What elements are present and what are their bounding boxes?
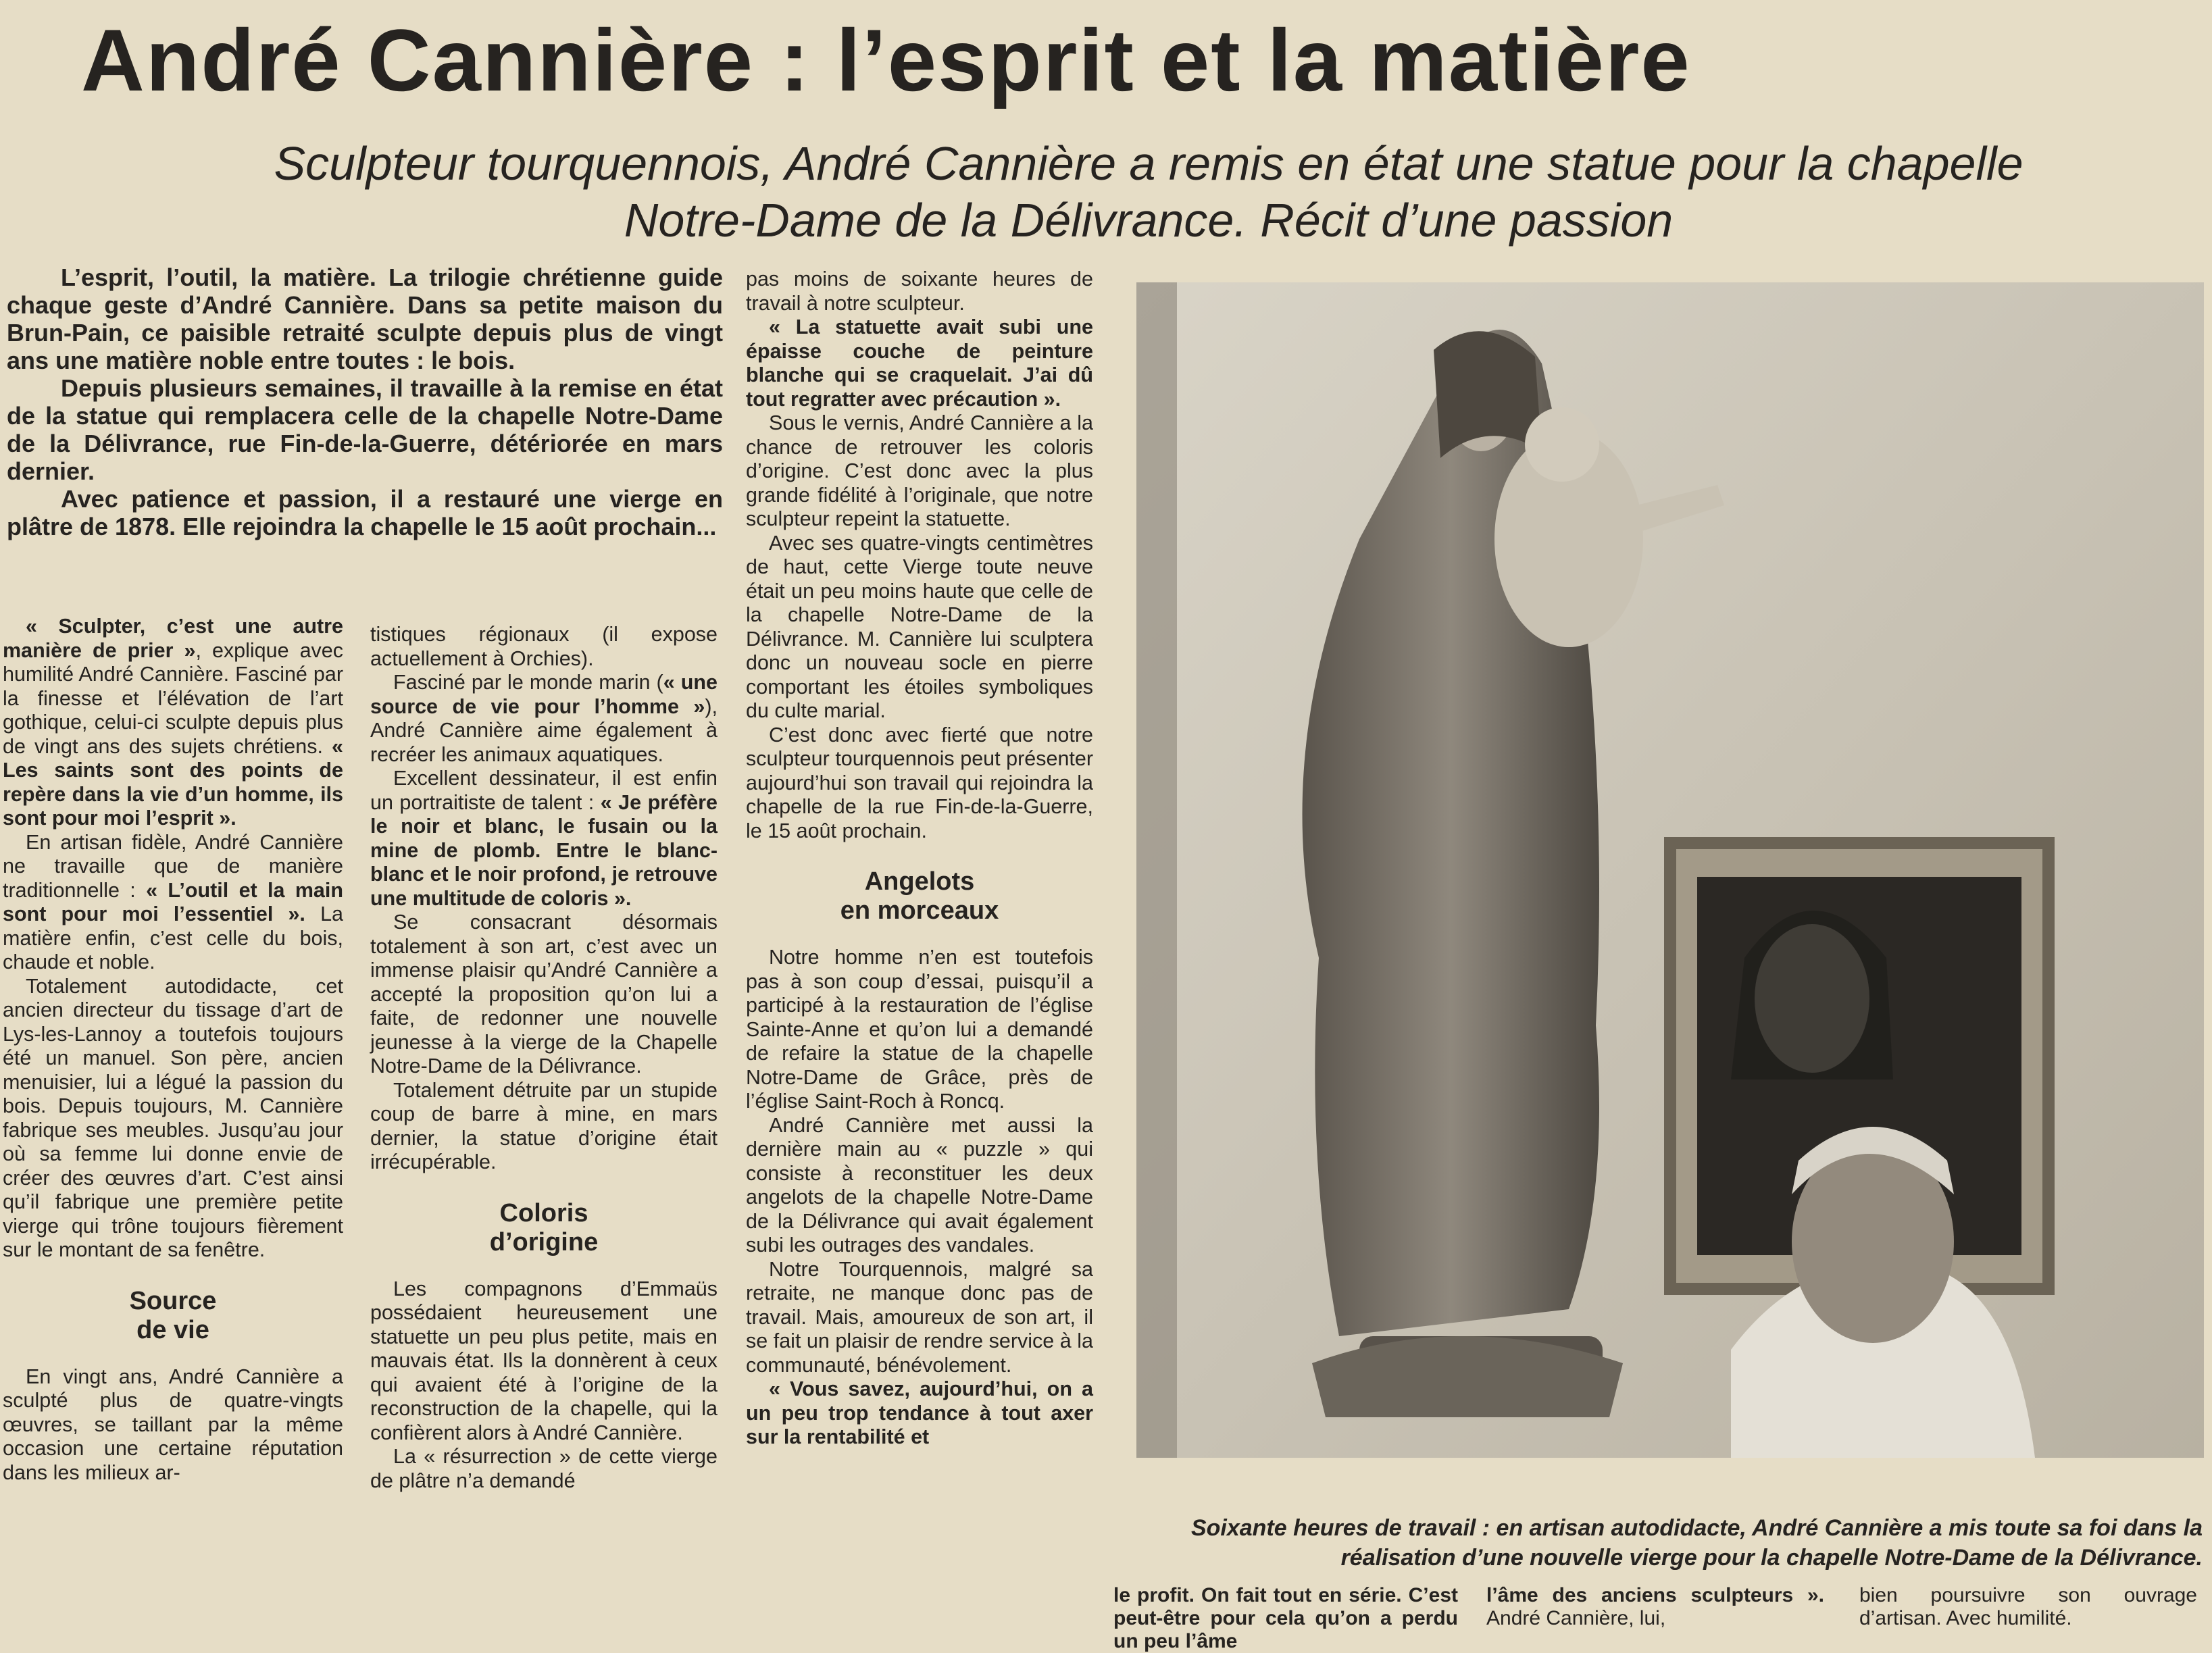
paragraph: C’est donc avec fierté que notre sculpteur tourquennois peut présenter aujourd’hui son travail qui rejoindra la chapelle de la rue Fin-de-la-Guerre, le 15 août prochain. <box>746 723 1093 842</box>
heading-line: d’origine <box>489 1227 599 1256</box>
text-run: En artisan fidèle, André Cannière ne travaille que de manière traditionnelle : <box>3 830 343 902</box>
heading-line: Source <box>129 1286 217 1315</box>
paragraph: Se consacrant désormais totalement à son art, c’est avec un immense plaisir qu’André Cannière a accepté la proposition qu’on lui a faite, de redonner une nouvelle jeunesse à la vierge de la Chapelle Notre-Dame de la Délivrance. <box>370 911 718 1077</box>
section-heading-source-de-vie <box>3 1287 343 1345</box>
lead-paragraph: Avec patience et passion, il a restauré une vierge en plâtre de 1878. Elle rejoindra la chapelle le 15 août prochain... <box>7 485 723 540</box>
photo-caption: Soixante heures de travail : en artisan autodidacte, André Cannière a mis toute sa foi dans la réalisation d’une nouvelle vierge pour la chapelle Notre-Dame de la Délivrance. <box>1190 1515 2203 1571</box>
subtitle: Sculpteur tourquennois, André Cannière a remis en état une statue pour la chapelle Notre-Dame de la Délivrance. Récit d’une passion <box>274 137 2024 247</box>
paragraph: En vingt ans, André Cannière a sculpté plus de quatre-vingts œuvres, se taillant par la même occasion une certaine réputation dans les milieux ar- <box>3 1365 343 1484</box>
heading-line: de vie <box>136 1315 209 1344</box>
quote: « Je préfère le noir et blanc, le fusain ou la mine de plomb. Entre le blanc-blanc et le noir profond, je retrouve une multitude de coloris ». <box>370 790 718 910</box>
paragraph: Sous le vernis, André Cannière a la chance de retrouver les coloris d’origine. C’est donc avec la plus grande fidélité à l’originale, que notre sculpteur repeint la statuette. <box>746 411 1093 530</box>
paragraph: Notre homme n’en est toutefois pas à son coup d’essai, puisqu’il a participé à la restauration de l’église Sainte-Anne et qu’on lui a demandé de refaire la statue de la chapelle Notre-Dame de Grâce, près de l’église Saint-Roch à Roncq. <box>746 946 1093 1113</box>
article-column-3 <box>746 268 1093 1450</box>
paragraph: pas moins de soixante heures de travail à notre sculpteur. <box>746 268 1093 315</box>
heading-line: Coloris <box>499 1198 588 1227</box>
heading-line: Angelots <box>864 867 975 896</box>
photo-illustration <box>1136 282 2204 1458</box>
paragraph <box>746 315 1093 411</box>
article-column-1 <box>3 615 343 1485</box>
lead-paragraph: Depuis plusieurs semaines, il travaille à la remise en état de la statue qui remplacera celle de la chapelle Notre-Dame de la Délivrance, rue Fin-de-la-Guerre, détériorée en mars dernier. <box>7 374 723 485</box>
quote: « Vous savez, aujourd’hui, on a un peu trop tendance à tout axer sur la rentabilité et <box>746 1377 1093 1448</box>
quote: « Sculpter, c’est une autre manière de prier » <box>3 615 343 662</box>
paragraph: La « résurrection » de cette vierge de plâtre n’a demandé <box>370 1445 718 1492</box>
paragraph: Notre Tourquennois, malgré sa retraite, ne manque donc pas de travail. Mais, amoureux de son art, il se fait un plaisir de rendre service à la communauté, bénévolement. <box>746 1257 1093 1377</box>
text-run: ), André Cannière aime également à recréer les animaux aquatiques. <box>370 694 718 766</box>
paragraph: tistiques régionaux (il expose actuellement à Orchies). <box>370 623 718 670</box>
paragraph: Avec ses quatre-vingts centimètres de haut, cette Vierge toute neuve était un peu moins haute que celle de la chapelle Notre-Dame de la Délivrance. M. Cannière lui sculptera donc un nouveau socle en pierre comportant les étoiles symboliques du culte marial. <box>746 531 1093 722</box>
paragraph: Totalement détruite par un stupide coup de barre à mine, en mars dernier, la statue d’origine était irrécupérable. <box>370 1078 718 1173</box>
bottom-column-3: bien poursuivre son ouvrage d’artisan. Avec humilité. <box>1859 1584 2197 1629</box>
lead-paragraph: L’esprit, l’outil, la matière. La trilogie chrétienne guide chaque geste d’André Cannière. Dans sa petite maison du Brun-Pain, ce paisible retraité sculpte depuis plus de vingt ans une matière noble entre toutes : le bois. <box>7 263 723 374</box>
headline: André Cannière : l’esprit et la matière <box>81 11 1691 109</box>
paragraph: André Cannière met aussi la dernière main au « puzzle » qui consiste à reconstituer les deux angelots de la chapelle Notre-Dame de la Délivrance qui avait également subi les outrages des vandales. <box>746 1113 1093 1256</box>
heading-line: en morceaux <box>840 896 999 925</box>
article-column-2 <box>370 623 718 1493</box>
quote: « Les saints sont des points de repère dans la vie d’un homme, ils sont pour moi l’esprit ». <box>3 734 343 830</box>
section-heading-coloris-d-origine <box>370 1199 718 1257</box>
article-photo <box>1136 282 2204 1458</box>
quote: « L’outil et la main sont pour moi l’essentiel ». <box>3 878 344 925</box>
bottom-column-1: le profit. On fait tout en série. C’est peut-être pour cela qu’on a perdu un peu l’âme <box>1113 1584 1458 1652</box>
quote: l’âme des anciens sculpteurs ». <box>1486 1584 1824 1606</box>
text-run: Excellent dessinateur, il est enfin un portraitiste de talent : <box>370 767 718 814</box>
lead-paragraphs <box>7 263 723 540</box>
text-run: La matière enfin, c’est celle du bois, chaude et noble. <box>3 902 343 973</box>
paragraph <box>370 767 718 911</box>
text-run: André Cannière, lui, <box>1486 1607 1666 1629</box>
quote: « La statuette avait subi une épaisse couche de peinture blanche qui se craquelait. J’ai dû tout regratter avec précaution ». <box>746 315 1093 411</box>
section-heading-angelots <box>746 867 1093 925</box>
text-run: Fasciné par le monde marin ( <box>393 671 663 694</box>
bottom-column-2 <box>1486 1584 1824 1630</box>
text-run: , explique avec humilité André Cannière. Fasciné par la finesse et l’élévation de l’art gothique, celui-ci sculpte depuis plus de vingt ans des sujets chrétiens. <box>3 638 344 758</box>
paragraph: Totalement autodidacte, cet ancien directeur du tissage d’art de Lys-les-Lannoy a toutefois toujours été un manuel. Son père, ancien menuisier, lui a légué la passion du bois. Depuis toujours, M. Cannière fabrique ses meubles. Jusqu’au jour où sa femme lui donne envie de créer des œuvres d’art. C’est ainsi qu’il fabrique une première petite vierge qui trône toujours fièrement sur le montant de sa fenêtre. <box>3 974 343 1261</box>
paragraph <box>746 1377 1093 1450</box>
quote: « une source de vie pour l’homme » <box>370 671 718 718</box>
paragraph <box>370 671 718 767</box>
paragraph: Les compagnons d’Emmaüs possédaient heureusement une statuette un peu plus petite, mais en mauvais état. Ils la donnèrent à ceux qui avaient été à l’origine de la reconstruction de la chapelle, qui la confièrent alors à André Cannière. <box>370 1277 718 1444</box>
paragraph <box>3 831 343 975</box>
paragraph <box>3 615 343 831</box>
